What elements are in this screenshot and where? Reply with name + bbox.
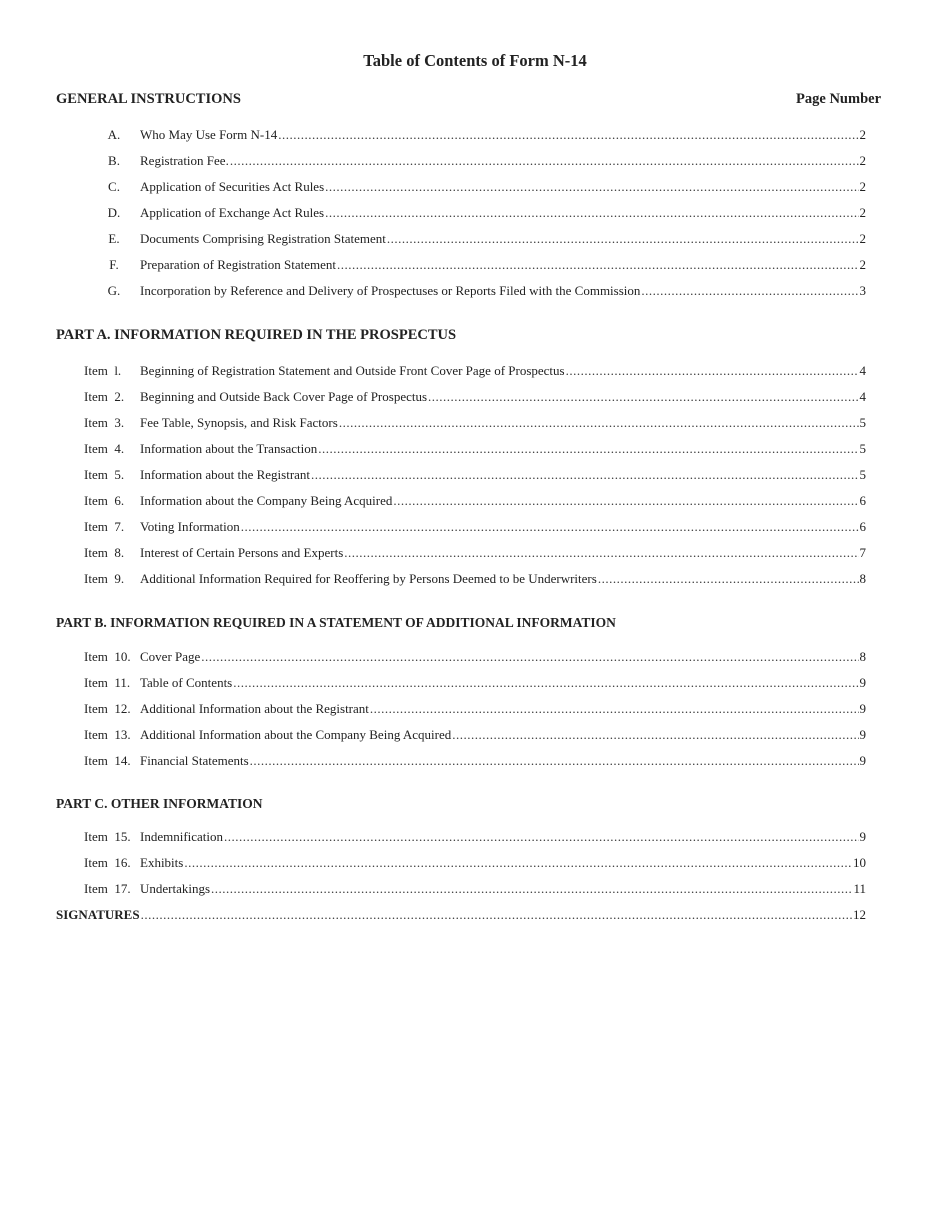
toc-entry-label: E. [108,231,120,246]
toc-entry-label: Item 11. [84,675,131,690]
toc-entry-page: 6 [859,493,866,508]
toc-entry-general-g[interactable] [0,282,866,300]
toc-entry-label: Item 7. [84,519,125,534]
toc-entry-page: 9 [859,753,866,768]
toc-entry-item-1[interactable] [0,362,866,380]
toc-entry-item-14[interactable] [0,752,866,770]
toc-entry-page: 4 [859,363,866,378]
dot-leader [339,414,859,432]
dot-leader [201,648,858,666]
part-a-heading: PART A. INFORMATION REQUIRED IN THE PROSPECTUS [56,327,457,343]
toc-entry-label: Item 13. [84,727,131,742]
dot-leader [641,282,858,300]
toc-entry-text: Interest of Certain Persons and Experts [140,545,344,560]
toc-entry-text: Information about the Registrant [140,467,311,482]
toc-entry-page: 2 [859,153,866,168]
toc-entry-general-c[interactable] [0,178,866,196]
toc-entry-text: Application of Exchange Act Rules [140,205,325,220]
page-number-heading: Page Number [796,91,881,107]
toc-entry-label: Item 3. [84,415,125,430]
toc-entry-general-e[interactable] [0,230,866,248]
toc-entry-page: 9 [859,675,866,690]
toc-entry-label: Item 8. [84,545,125,560]
toc-entry-item-15[interactable] [0,828,866,846]
toc-entry-text: Information about the Transaction [140,441,318,456]
toc-entry-general-f[interactable] [0,256,866,274]
toc-entry-page: 5 [859,415,866,430]
toc-entry-signatures[interactable] [0,906,866,924]
toc-entry-page: 5 [859,467,866,482]
dot-leader [230,152,859,170]
toc-entry-text: Indemnification [140,829,224,844]
toc-entry-item-9[interactable] [0,570,866,588]
toc-entry-item-5[interactable] [0,466,866,484]
dot-leader [233,674,858,692]
toc-entry-page: 9 [859,727,866,742]
dot-leader [325,178,858,196]
toc-entry-text: Voting Information [140,519,240,534]
dot-leader [344,544,858,562]
toc-entry-page: 8 [859,571,866,586]
toc-entry-page: 12 [853,907,866,922]
toc-entry-item-13[interactable] [0,726,866,744]
toc-entry-text: Cover Page [140,649,201,664]
dot-leader [370,700,859,718]
toc-entry-label: Item 5. [84,467,125,482]
dot-leader [428,388,858,406]
toc-entry-label: Item 6. [84,493,125,508]
toc-entry-item-17[interactable] [0,880,866,898]
toc-entry-label: Item 16. [84,855,131,870]
toc-entry-label: Item 17. [84,881,131,896]
dot-leader [311,466,858,484]
dot-leader [566,362,859,380]
toc-entry-item-12[interactable] [0,700,866,718]
toc-entry-page: 4 [859,389,866,404]
toc-entry-item-3[interactable] [0,414,866,432]
toc-entry-text: Documents Comprising Registration Statement [140,231,386,246]
toc-entry-general-a[interactable] [0,126,866,144]
toc-entry-label: Item 2. [84,389,125,404]
dot-leader [241,518,859,536]
dot-leader [337,256,858,274]
dot-leader [141,906,852,924]
part-b-heading: PART B. INFORMATION REQUIRED IN A STATEMENT OF ADDITIONAL INFORMATION [56,615,616,630]
dot-leader [211,880,852,898]
toc-entry-item-16[interactable] [0,854,866,872]
toc-entry-page: 5 [859,441,866,456]
toc-entry-page: 2 [859,127,866,142]
toc-entry-page: 10 [853,855,866,870]
toc-entry-page: 3 [859,283,866,298]
dot-leader [387,230,859,248]
dot-leader [184,854,852,872]
toc-entry-item-6[interactable] [0,492,866,510]
dot-leader [325,204,858,222]
toc-entry-text: Table of Contents [140,675,233,690]
toc-entry-label: B. [108,153,120,168]
toc-entry-item-10[interactable] [0,648,866,666]
dot-leader [278,126,858,144]
toc-entry-page: 9 [859,829,866,844]
toc-entry-text: Incorporation by Reference and Delivery of Prospectuses or Reports Filed with the Commission [140,283,641,298]
toc-entry-text: Additional Information Required for Reoffering by Persons Deemed to be Underwriters [140,571,597,586]
page-title: Table of Contents of Form N-14 [363,51,587,70]
toc-entry-page: 2 [859,179,866,194]
dot-leader [598,570,859,588]
toc-entry-text: Registration Fee. [140,153,229,168]
toc-entry-item-8[interactable] [0,544,866,562]
toc-entry-label: Item 4. [84,441,125,456]
general-instructions-heading: GENERAL INSTRUCTIONS [56,91,241,107]
toc-entry-label: Item 9. [84,571,125,586]
toc-entry-page: 2 [859,257,866,272]
dot-leader [224,828,858,846]
signatures-label: SIGNATURES [56,907,140,922]
toc-entry-text: Financial Statements [140,753,249,768]
toc-entry-item-11[interactable] [0,674,866,692]
toc-entry-text: Additional Information about the Registrant [140,701,369,716]
dot-leader [452,726,858,744]
toc-entry-text: Who May Use Form N-14 [140,127,278,142]
toc-entry-page: 9 [859,701,866,716]
toc-entry-label: C. [108,179,120,194]
toc-entry-text: Application of Securities Act Rules [140,179,325,194]
toc-entry-item-4[interactable] [0,440,866,458]
toc-entry-page: 2 [859,231,866,246]
toc-entry-text: Fee Table, Synopsis, and Risk Factors [140,415,338,430]
toc-entry-text: Information about the Company Being Acquired [140,493,393,508]
toc-entry-label: Item 10. [84,649,131,664]
toc-entry-label: Item 15. [84,829,131,844]
toc-entry-label: Item 12. [84,701,131,716]
dot-leader [318,440,858,458]
toc-entry-text: Additional Information about the Company Being Acquired [140,727,452,742]
toc-entry-general-b[interactable] [0,152,866,170]
toc-entry-page: 7 [859,545,866,560]
dot-leader [250,752,859,770]
toc-entry-text: Beginning and Outside Back Cover Page of Prospectus [140,389,428,404]
part-c-heading: PART C. OTHER INFORMATION [56,796,263,811]
toc-entry-label: D. [107,205,121,220]
toc-entry-label: Item l. [84,363,122,378]
toc-entry-item-2[interactable] [0,388,866,406]
dot-leader [393,492,858,510]
toc-entry-page: 8 [859,649,866,664]
toc-entry-text: Beginning of Registration Statement and Outside Front Cover Page of Prospectus [140,363,565,378]
toc-entry-page: 11 [853,881,866,896]
toc-entry-item-7[interactable] [0,518,866,536]
toc-entry-text: Exhibits [140,855,184,870]
toc-entry-label: Item 14. [84,753,131,768]
toc-entry-general-d[interactable] [0,204,866,222]
toc-entry-label: A. [107,127,121,142]
toc-entry-label: G. [107,283,121,298]
toc-entry-page: 2 [859,205,866,220]
toc-entry-text: Preparation of Registration Statement [140,257,337,272]
toc-entry-page: 6 [859,519,866,534]
toc-entry-text: Undertakings [140,881,211,896]
toc-entry-label: F. [109,257,119,272]
